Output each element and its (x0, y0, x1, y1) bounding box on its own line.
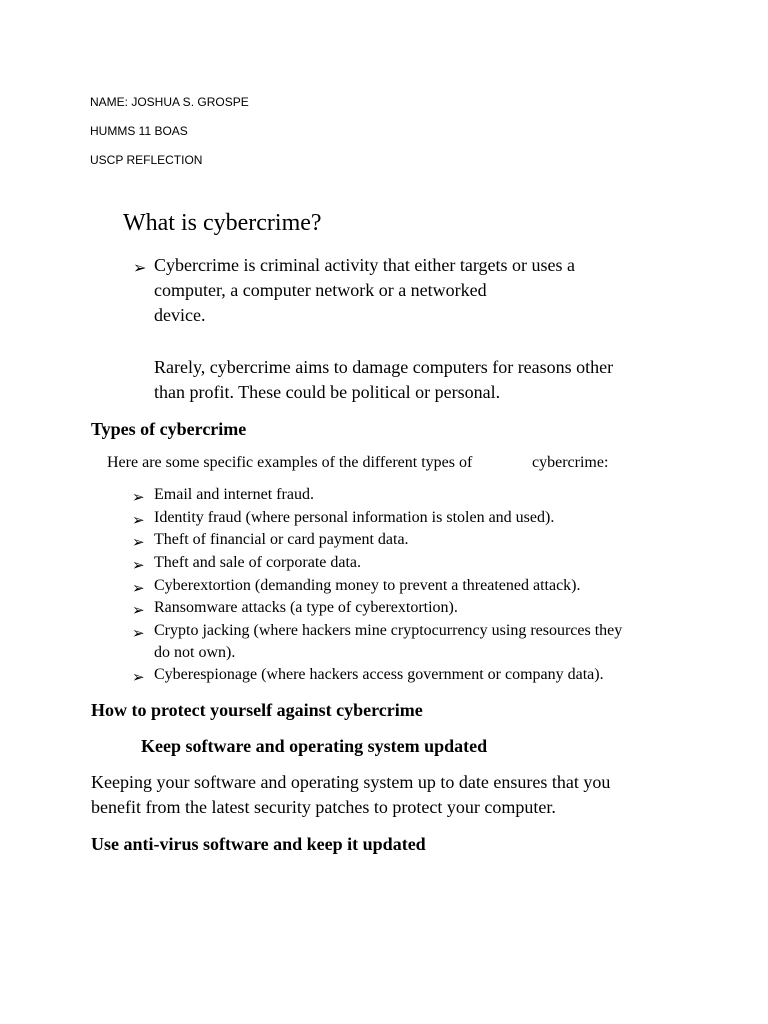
arrow-bullet-icon: ➢ (132, 511, 145, 529)
arrow-bullet-icon: ➢ (133, 258, 147, 277)
list-item-continuation: do not own). (154, 644, 236, 661)
list-item: Theft of financial or card payment data. (154, 531, 409, 548)
types-heading: Types of cybercrime (91, 419, 247, 439)
arrow-bullet-icon: ➢ (132, 624, 145, 642)
student-name: NAME: JOSHUA S. GROSPE (90, 95, 249, 109)
page-title: What is cybercrime? (123, 210, 322, 236)
definition-line: Cybercrime is criminal activity that either targets or uses a (154, 255, 576, 275)
protect-body-line: benefit from the latest security patches to protect your computer. (91, 797, 556, 817)
rarely-paragraph-line: than profit. These could be political or personal. (154, 382, 501, 402)
protect-body-line: Keeping your software and operating system up to date ensures that you (91, 772, 611, 792)
types-intro: Here are some specific examples of the different types of (107, 454, 473, 471)
list-item: Crypto jacking (where hackers mine cryptocurrency using resources they (154, 622, 623, 639)
arrow-bullet-icon: ➢ (132, 533, 145, 551)
list-item: Cyberextortion (demanding money to prevent a threatened attack). (154, 577, 581, 594)
rarely-paragraph-line: Rarely, cybercrime aims to damage computers for reasons other (154, 357, 614, 377)
list-item: Cyberespionage (where hackers access government or company data). (154, 666, 604, 683)
list-item: Ransomware attacks (a type of cyberextortion). (154, 599, 458, 616)
arrow-bullet-icon: ➢ (132, 579, 145, 597)
arrow-bullet-icon: ➢ (132, 601, 145, 619)
document-subject: USCP REFLECTION (90, 153, 203, 167)
arrow-bullet-icon: ➢ (132, 668, 145, 686)
types-intro-end: cybercrime: (532, 454, 609, 471)
arrow-bullet-icon: ➢ (132, 556, 145, 574)
protect-subheading: Keep software and operating system updated (141, 736, 488, 756)
list-item: Identity fraud (where personal information is stolen and used). (154, 509, 555, 526)
arrow-bullet-icon: ➢ (132, 488, 145, 506)
class-section: HUMMS 11 BOAS (90, 124, 188, 138)
list-item: Theft and sale of corporate data. (154, 554, 362, 571)
definition-line: computer, a computer network or a networked (154, 280, 487, 300)
protect-subheading: Use anti-virus software and keep it updated (91, 834, 426, 854)
protect-heading: How to protect yourself against cybercrime (91, 700, 423, 720)
list-item: Email and internet fraud. (154, 486, 314, 503)
definition-line: device. (154, 305, 206, 325)
